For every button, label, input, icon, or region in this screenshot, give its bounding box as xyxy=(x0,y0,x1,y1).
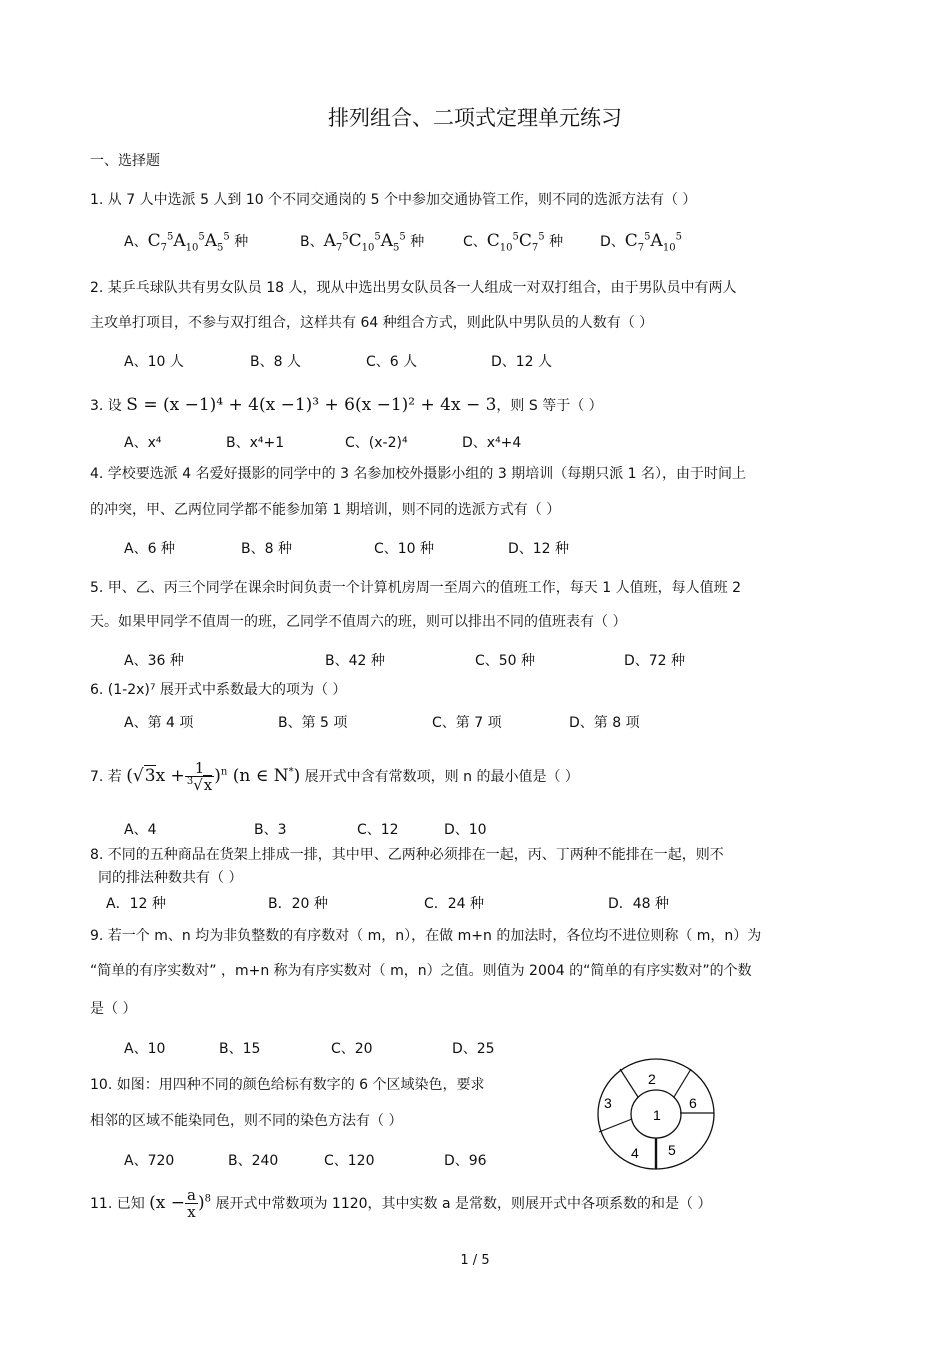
wheel-divider xyxy=(674,1069,691,1097)
q2-option-a: A、10 人 xyxy=(124,354,184,370)
q6-option-a: A、第 4 项 xyxy=(124,715,194,731)
q11-expression: (x − $\frac{a}{x}$ )$^8$ xyxy=(149,1186,212,1221)
q1-option-c: C、$C_{10}^5C_7^5$ 种 xyxy=(463,231,564,254)
q9-option-a: A、10 xyxy=(124,1041,166,1057)
page-number: 1 / 5 xyxy=(460,1253,490,1268)
region-label-6: 6 xyxy=(689,1095,697,1111)
q10-option-a: A、720 xyxy=(124,1153,175,1169)
q4-option-d: D、12 种 xyxy=(508,541,570,557)
q3-option-a: A、x⁴ xyxy=(124,435,162,451)
question-6: 6. (1-2x)⁷ 展开式中系数最大的项为（ ） xyxy=(90,682,347,698)
region-label-5: 5 xyxy=(668,1142,676,1158)
q9-option-d: D、25 xyxy=(452,1041,495,1057)
question-10-line-1: 10. 如图：用四种不同的颜色给标有数字的 6 个区域染色，要求 xyxy=(90,1077,485,1093)
q8-option-d: D．48 种 xyxy=(608,896,670,912)
q1-option-b: B、$A_7^5C_{10}^5A_5^5$ 种 xyxy=(300,231,425,254)
q9-option-c: C、20 xyxy=(331,1041,373,1057)
question-2-option-d: D、12 人 xyxy=(491,354,553,370)
q3-option-b: B、x⁴+1 xyxy=(226,435,285,451)
q3-option-d: D、x⁴+4 xyxy=(462,435,522,451)
wheel-divider xyxy=(620,1069,638,1097)
q5-option-b: B、42 种 xyxy=(325,653,385,669)
q3-option-c: C、(x-2)⁴ xyxy=(345,435,408,451)
page-title: 排列组合、二项式定理单元练习 xyxy=(328,106,622,130)
q4-option-c: C、10 种 xyxy=(374,541,435,557)
question-4-line-2: 的冲突，甲、乙两位同学都不能参加第 1 期培训，则不同的选派方式有（ ） xyxy=(90,502,561,518)
question-7: 7. 若 (√3x + $\frac{1}{^3√x}$ )$^n$ (n ∈ N*) 展开式中含有常数项，则 n 的最小值是（ ） xyxy=(90,759,579,794)
q2-option-b: B、8 人 xyxy=(250,354,301,370)
question-8-line-2: 同的排法种数共有（ ） xyxy=(98,870,243,886)
q10-option-b: B、240 xyxy=(228,1153,279,1169)
question-5-line-2: 天。如果甲同学不值周一的班，乙同学不值周六的班，则可以排出不同的值班表有（ ） xyxy=(90,614,627,630)
question-5-line-1: 5. 甲、乙、丙三个同学在课余时间负责一个计算机房周一至周六的值班工作，每天 1 人值班，每人值班 2 xyxy=(90,580,741,596)
wheel-divider xyxy=(599,1119,632,1132)
q7-option-a: A、4 xyxy=(124,822,157,838)
question-1: 1. 从 7 人中选派 5 人到 10 个不同交通岗的 5 个中参加交通协管工作，则不同的选派方法有（ ） xyxy=(90,192,697,208)
region-label-4: 4 xyxy=(631,1145,639,1161)
q7-option-c: C、12 xyxy=(357,822,399,838)
q9-option-b: B、15 xyxy=(219,1041,261,1057)
question-9-line-2: “简单的有序实数对” ，m+n 称为有序实数对（ m，n）之值。则值为 2004 的“简单的有序实数对”的个数 xyxy=(90,963,752,979)
q7-expression: (√3x + $\frac{1}{^3√x}$ )$^n$ (n ∈ N*) xyxy=(126,759,301,794)
q5-option-c: C、50 种 xyxy=(475,653,536,669)
q5-option-d: D、72 种 xyxy=(624,653,686,669)
q7-option-d: D、10 xyxy=(444,822,487,838)
q1-option-d: D、$C_7^5A_{10}^5$ xyxy=(600,231,682,254)
q4-option-b: B、8 种 xyxy=(241,541,292,557)
q10-option-c: C、120 xyxy=(324,1153,375,1169)
question-3: 3. 设 S = (x −1)⁴ + 4(x −1)³ + 6(x −1)² + 4x − 3，则 S 等于（ ） xyxy=(90,395,603,415)
question-9-line-1: 9. 若一个 m、n 均为非负整数的有序数对（ m，n），在做 m+n 的加法时，各位均不进位则称（ m，n）为 xyxy=(90,928,762,944)
question-4-line-1: 4. 学校要选派 4 名爱好摄影的同学中的 3 名参加校外摄影小组的 3 期培训（每期只派 1 名），由于时间上 xyxy=(90,466,747,482)
question-2-line-1: 2. 某乒乓球队共有男女队员 18 人，现从中选出男女队员各一人组成一对双打组合，由于男队员中有两人 xyxy=(90,280,737,296)
region-label-3: 3 xyxy=(604,1095,612,1111)
q10-option-d: D、96 xyxy=(444,1153,487,1169)
q8-option-c: C．24 种 xyxy=(424,896,485,912)
q5-option-a: A、36 种 xyxy=(124,653,184,669)
section-heading: 一、选择题 xyxy=(90,153,160,169)
q2-option-c: C、6 人 xyxy=(366,354,418,370)
q7-option-b: B、3 xyxy=(254,822,287,838)
coloring-wheel-diagram xyxy=(596,1057,716,1171)
q6-option-d: D、第 8 项 xyxy=(569,715,640,731)
region-label-1: 1 xyxy=(653,1107,661,1123)
question-11: 11. 已知 (x − $\frac{a}{x}$ )$^8$ 展开式中常数项为 1120，其中实数 a 是常数，则展开式中各项系数的和是（ ） xyxy=(90,1186,712,1221)
region-label-2: 2 xyxy=(648,1071,656,1087)
q1-option-a: A、$C_7^5A_{10}^5A_5^5$ 种 xyxy=(124,231,249,254)
q8-option-b: B．20 种 xyxy=(268,896,328,912)
question-9-line-3: 是（ ） xyxy=(90,1001,137,1017)
q6-option-c: C、第 7 项 xyxy=(432,715,502,731)
question-2-line-2: 主攻单打项目，不参与双打组合，这样共有 64 种组合方式，则此队中男队员的人数有（ ） xyxy=(90,315,654,331)
question-8-line-1: 8. 不同的五种商品在货架上排成一排，其中甲、乙两种必须排在一起，丙、丁两种不能排在一起，则不 xyxy=(90,847,724,863)
q8-option-a: A．12 种 xyxy=(106,896,166,912)
q6-option-b: B、第 5 项 xyxy=(278,715,348,731)
question-10-line-2: 相邻的区域不能染同色，则不同的染色方法有（ ） xyxy=(90,1113,403,1129)
q4-option-a: A、6 种 xyxy=(124,541,175,557)
